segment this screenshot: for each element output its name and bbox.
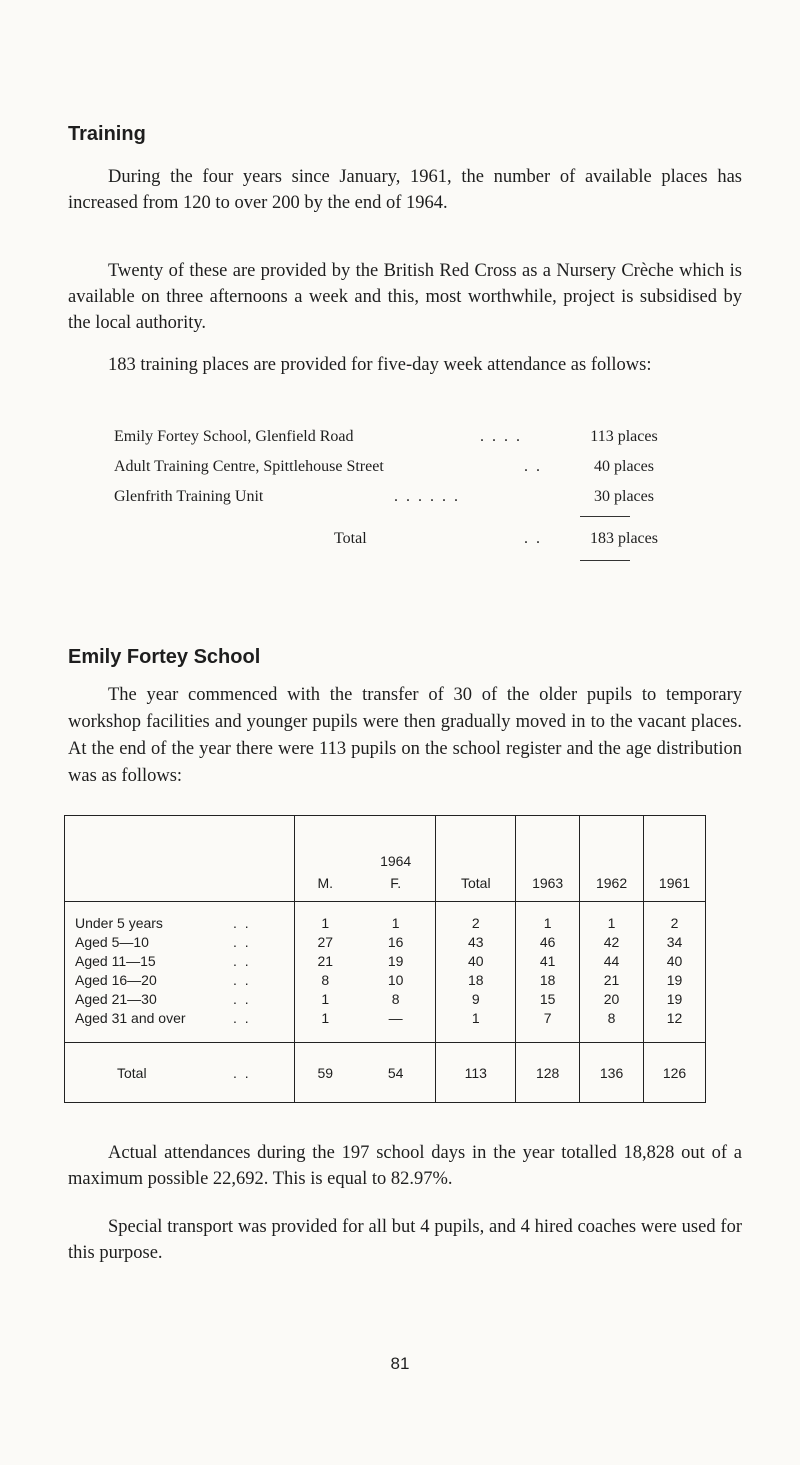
header-f — [356, 816, 436, 902]
cell: 34 — [644, 933, 706, 952]
cell: 16 — [387, 934, 404, 950]
cell: 20 — [580, 990, 644, 1009]
header-year-1964: 1964 — [380, 853, 412, 869]
row-label — [65, 971, 295, 990]
row-label — [65, 933, 295, 952]
cell: — — [388, 1010, 403, 1026]
school-paragraph-2: Actual attendances during the 197 school days in the year totalled 18,828 out of a maximum possible 22,692. This is equal to 82.97%. — [68, 1143, 742, 1189]
total-cell: 126 — [644, 1043, 706, 1103]
table-row — [65, 1009, 706, 1043]
leader-dots: . . — [233, 953, 251, 969]
leader-dots: . . — [233, 1010, 251, 1026]
school-paragraph-1: The year commenced with the transfer of 30 of the older pupils to temporary workshop facilities and younger pupils were then gradually moved in to the vacant places. At the end of the year there were 113 pupils on the school register and the age distribution was as follows: — [68, 685, 742, 786]
cell: 44 — [580, 952, 644, 971]
cell: 1 — [391, 915, 400, 931]
sum-rule-bottom — [580, 560, 630, 561]
leader-dots: . . — [233, 972, 251, 988]
row-label-text: Under 5 years — [75, 915, 163, 931]
cell: 41 — [516, 952, 580, 971]
leader-dots: . . . . . . — [394, 488, 460, 505]
places-row-total — [114, 526, 674, 552]
row-label — [65, 902, 295, 934]
cell: 15 — [516, 990, 580, 1009]
row-label-text: Aged 5—10 — [75, 934, 149, 950]
cell: 40 — [436, 952, 516, 971]
cell: 1 — [580, 902, 644, 934]
cell: 9 — [436, 990, 516, 1009]
cell: 43 — [436, 933, 516, 952]
row-label-text: Aged 21—30 — [75, 991, 157, 1007]
table-row — [65, 902, 706, 934]
leader-dots: . . — [233, 934, 251, 950]
places-label: Glenfrith Training Unit — [114, 488, 264, 505]
cell: 18 — [436, 971, 516, 990]
leader-dots: . . — [233, 915, 251, 931]
places-label: Adult Training Centre, Spittlehouse Street — [114, 458, 384, 475]
table-header-row — [65, 816, 706, 902]
leader-dots: . . — [524, 530, 542, 547]
places-value: 40 places — [594, 458, 654, 475]
cell: 42 — [580, 933, 644, 952]
total-cell: 113 — [436, 1043, 516, 1103]
school-paragraph-3: Special transport was provided for all but 4 pupils, and 4 hired coaches were used for this purpose. — [68, 1217, 742, 1263]
total-row-label — [65, 1043, 295, 1103]
cell: 1 — [294, 990, 356, 1009]
page-number: 81 — [390, 1354, 410, 1373]
header-m: M. — [294, 816, 356, 902]
places-value: 113 places — [590, 428, 658, 445]
training-heading: Training — [68, 123, 146, 145]
cell: 19 — [387, 953, 404, 969]
places-row-glenfrith — [114, 484, 674, 510]
header-total: Total — [436, 816, 516, 902]
table-row — [65, 990, 706, 1009]
row-label — [65, 952, 295, 971]
cell: 1 — [294, 902, 356, 934]
training-paragraph-1: During the four years since January, 1961, the number of available places has increased from 120 to over 200 by the end of 1964. — [68, 167, 742, 213]
total-label-text: Total — [117, 1064, 147, 1081]
header-1963: 1963 — [516, 816, 580, 902]
row-label-text: Aged 16—20 — [75, 972, 157, 988]
cell: 19 — [644, 971, 706, 990]
places-total-value: 183 places — [590, 530, 658, 547]
cell: 40 — [644, 952, 706, 971]
header-blank — [65, 816, 295, 902]
total-cell: 59 — [294, 1043, 356, 1103]
training-paragraph-3: 183 training places are provided for five-day week attendance as follows: — [108, 355, 652, 375]
table-row — [65, 933, 706, 952]
training-paragraph-2: Twenty of these are provided by the British Red Cross as a Nursery Crèche which is available on three afternoons a week and this, most worthwhile, project is subsidised by the local authority. — [68, 261, 742, 333]
cell: 1 — [294, 1009, 356, 1043]
cell: 8 — [580, 1009, 644, 1043]
cell: 27 — [294, 933, 356, 952]
total-cell: 136 — [580, 1043, 644, 1103]
header-1962: 1962 — [580, 816, 644, 902]
places-row-emily-fortey — [114, 424, 674, 450]
cell: 8 — [391, 991, 400, 1007]
cell: 19 — [644, 990, 706, 1009]
places-label: Emily Fortey School, Glenfield Road — [114, 428, 354, 445]
row-label — [65, 1009, 295, 1043]
header-1961: 1961 — [644, 816, 706, 902]
cell: 18 — [516, 971, 580, 990]
places-value: 30 places — [594, 488, 654, 505]
cell: 21 — [580, 971, 644, 990]
leader-dots: . . — [233, 991, 251, 1007]
row-label-text: Aged 11—15 — [75, 953, 156, 969]
leader-dots: . . — [524, 458, 542, 475]
cell: 1 — [436, 1009, 516, 1043]
sum-rule-top — [580, 516, 630, 517]
cell: 2 — [436, 902, 516, 934]
row-label — [65, 990, 295, 1009]
age-distribution-table — [64, 815, 706, 1103]
places-total-label: Total — [334, 530, 367, 547]
header-f-label: F. — [390, 875, 402, 891]
places-row-adult-training — [114, 454, 674, 480]
cell: 46 — [516, 933, 580, 952]
row-label-text: Aged 31 and over — [75, 1010, 186, 1026]
leader-dots: . . — [233, 1064, 251, 1081]
table-row — [65, 971, 706, 990]
cell: 12 — [644, 1009, 706, 1043]
total-cell: 54 — [356, 1043, 436, 1103]
table-row — [65, 952, 706, 971]
cell: 1 — [516, 902, 580, 934]
leader-dots: . . . . — [480, 428, 522, 445]
cell: 10 — [387, 972, 404, 988]
cell: 7 — [516, 1009, 580, 1043]
cell: 21 — [294, 952, 356, 971]
cell: 8 — [294, 971, 356, 990]
total-cell: 128 — [516, 1043, 580, 1103]
table-total-row — [65, 1043, 706, 1103]
cell: 2 — [644, 902, 706, 934]
emily-fortey-heading: Emily Fortey School — [68, 646, 261, 668]
